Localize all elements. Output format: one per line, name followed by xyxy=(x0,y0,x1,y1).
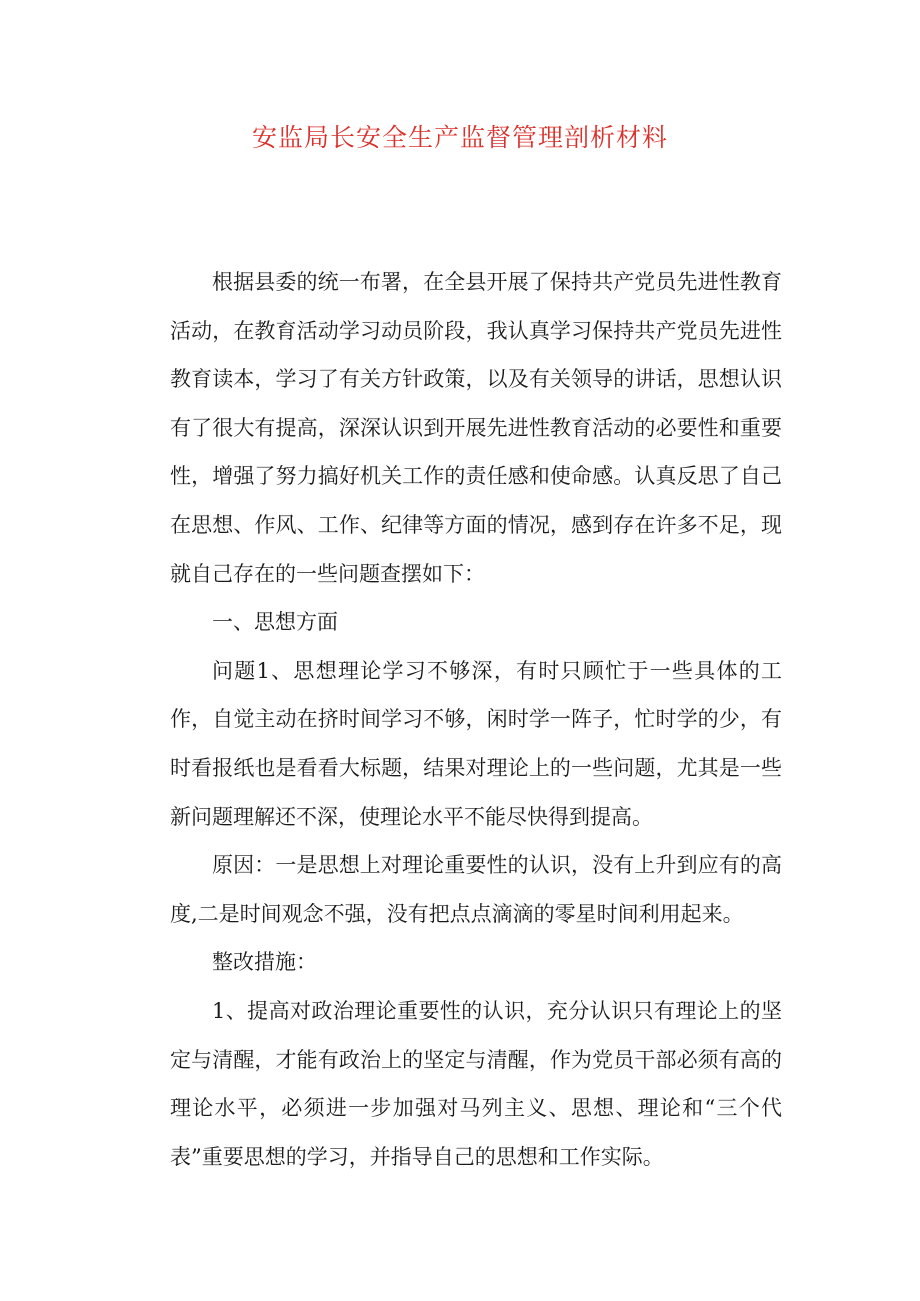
paragraph-cause: 原因：一是思想上对理论重要性的认识，没有上升到应有的高度,二是时间观念不强，没有把点点滴滴的零星时间利用起来。 xyxy=(170,853,782,926)
paragraph-measures-heading: 整改措施： xyxy=(212,950,317,975)
paragraph-problem-1: 问题1、思想理论学习不够深，有时只顾忙于一些具体的工作，自觉主动在挤时间学习不够，闲时学一阵子，忙时学的少，有时看报纸也是看看大标题，结果对理论上的一些问题，尤其是一些新问题理解还不深，使理论水平不能尽快得到提高。 xyxy=(170,658,782,829)
paragraph-intro: 根据县委的统一布署，在全县开展了保持共产党员先进性教育活动，在教育活动学习动员阶段，我认真学习保持共产党员先进性教育读本，学习了有关方针政策，以及有关领导的讲话，思想认识有了很大有提高，深深认识到开展先进性教育活动的必要性和重要性，增强了努力搞好机关工作的责任感和使命感。认真反思了自己在思想、作风、工作、纪律等方面的情况，感到存在许多不足，现就自己存在的一些问题查摆如下： xyxy=(170,270,782,586)
paragraph-measure-1: 1、提高对政治理论重要性的认识，充分认识只有理论上的坚定与清醒，才能有政治上的坚定与清醒，作为党员干部必须有高的理论水平，必须进一步加强对马列主义、思想、理论和“三个代表”重要思想的学习，并指导自己的思想和工作实际。 xyxy=(170,998,782,1169)
document-title: 安监局长安全生产监督管理剖析材料 xyxy=(251,123,668,152)
section-heading-thought: 一、思想方面 xyxy=(212,610,338,635)
document-body xyxy=(170,258,782,1181)
